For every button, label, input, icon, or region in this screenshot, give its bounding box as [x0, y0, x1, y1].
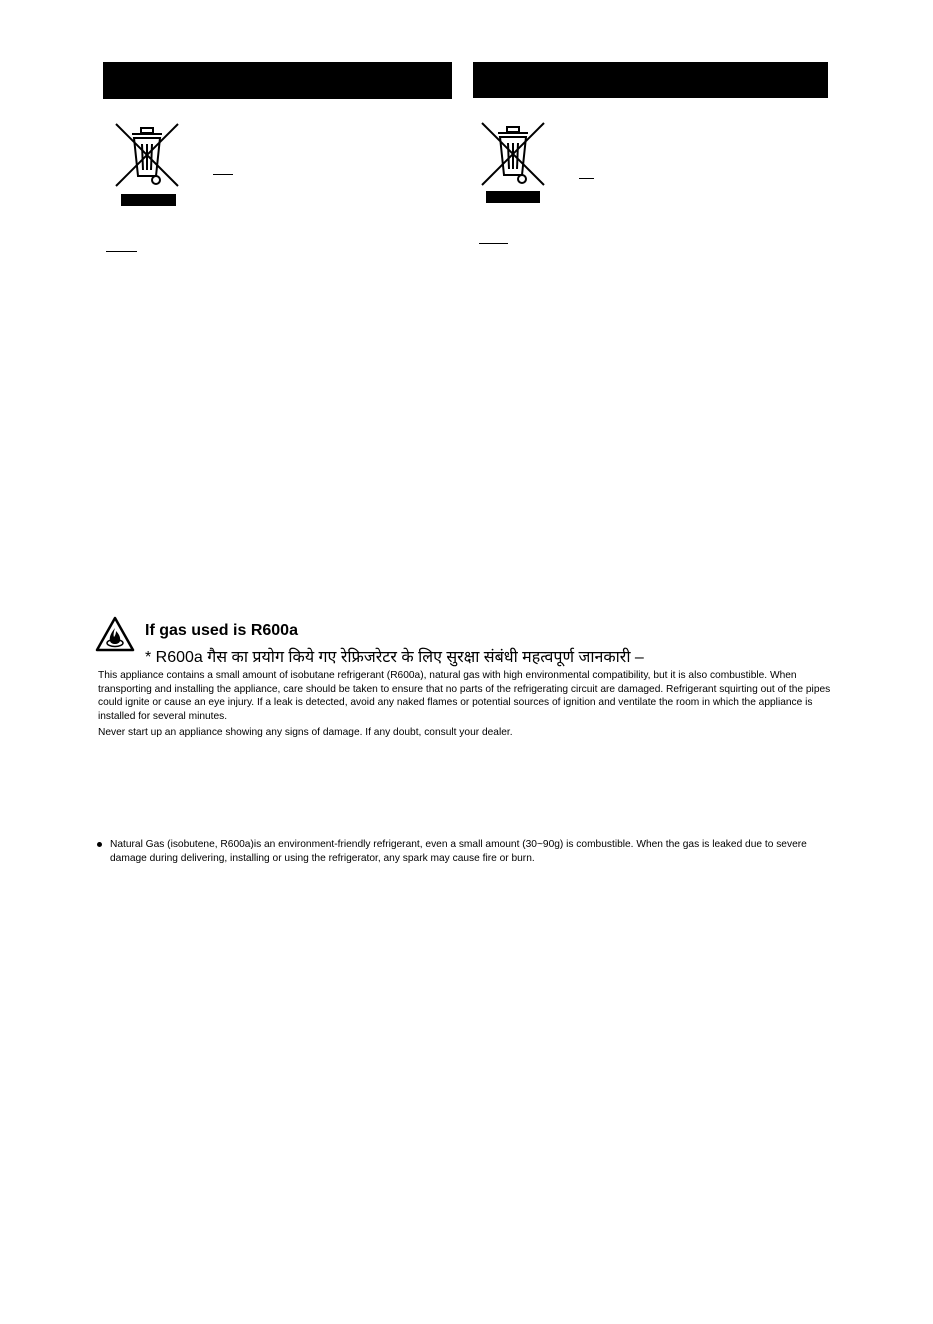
right-underline-mark-1	[579, 178, 594, 179]
right-underline-mark-2	[479, 243, 508, 244]
flammable-warning-icon	[95, 616, 135, 652]
crossed-bin-icon	[478, 119, 548, 205]
left-header-bar	[103, 62, 452, 99]
left-underline-mark-2	[106, 251, 137, 252]
paragraph-safety-info: This appliance contains a small amount of isobutane refrigerant (R600a), natural gas with high environmental compatibility, but it is also combustible. When transporting and installing the appliance, care should be taken to ensure that no parts of the refrigerating circuit are damaged. Refrigerant squirting out of the pipes could ignite or cause an eye injury. If a leak is detected, avoid any naked flames or potential sources of ignition and ventilate the room in which the appliance is installed for several minutes.	[98, 670, 831, 722]
section-title: If gas used is R600a	[145, 622, 298, 639]
crossed-bin-icon	[112, 120, 182, 208]
section-subtitle: * R600a गैस का प्रयोग किये गए रेफ्रिजरेटर के लिए सुरक्षा संबंधी महत्वपूर्ण जानकारी –	[145, 649, 644, 666]
bullet-icon	[97, 842, 102, 847]
paragraph-damage-warning: Never start up an appliance showing any signs of damage. If any doubt, consult your dealer.	[98, 727, 513, 738]
bullet-natural-gas: Natural Gas (isobutene, R600a)is an environment-friendly refrigerant, even a small amount (30~90g) is combustible. When the gas is leaked due to severe damage during delivering, installing or using the refrigerator, any spark may cause fire or burn.	[110, 839, 807, 864]
left-underline-mark-1	[213, 174, 233, 175]
right-header-bar	[473, 62, 828, 98]
